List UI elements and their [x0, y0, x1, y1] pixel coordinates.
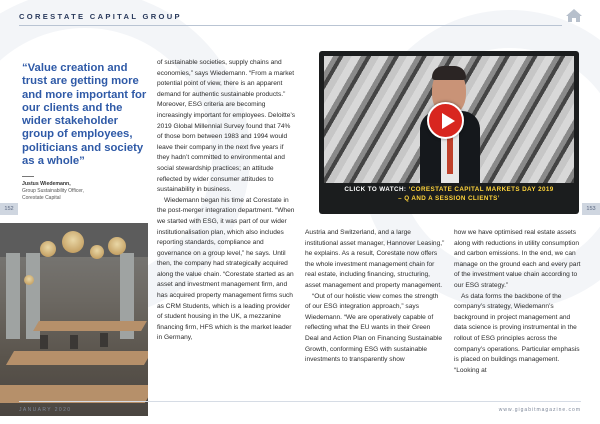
office-photo	[0, 223, 148, 416]
article-column-1	[157, 58, 297, 344]
video-title-line-2[interactable]: – Q AND A SESSION CLIENTS’	[398, 194, 500, 202]
article-column-2	[305, 228, 445, 366]
play-icon[interactable]	[427, 102, 464, 139]
role-line-2: Corestate Capital	[22, 194, 61, 201]
footer-website-link[interactable]: www.gigabitmagazine.com	[498, 407, 581, 413]
article-column-3	[454, 228, 584, 376]
header-title: CORESTATE CAPITAL GROUP	[19, 12, 182, 21]
video-player[interactable]	[319, 51, 579, 214]
paragraph: how we have optimised real estate assets along with reductions in utility consumption and carbon emissions. In the end, we can manage on the ground each and every part of the investment value chain according to our ESG strategy.”	[454, 229, 581, 289]
video-caption[interactable]	[324, 186, 574, 203]
quote-divider	[22, 176, 34, 177]
paragraph: Wiedemann began his time at Corestate in the post-merger integration department. “When we started with ESG, it was part of our wider institutionalisation plan, which also includes reporting standards, compliance and governance on a group level,” he says. Until then, the company had strategically acquired along the value chain. “Corestate started as an asset and investment management firm, and has acquired property management firms such as CRM Students, which is a leading provider of student housing in the UK, a mezzanine financing firm, HFS which is the market leader in Germany,	[157, 196, 295, 342]
paragraph: As data forms the backbone of the company’s strategy, Wiedemann’s background in project management and data science is proving instrumental in the rollout of ESG principles across the company’s operations. Particular emphasis is placed on buildings management. “Looking at	[454, 292, 580, 374]
video-cta[interactable]: CLICK TO WATCH:	[344, 186, 407, 193]
footer-divider	[19, 401, 581, 402]
paragraph: of sustainable societies, supply chains and economies,” says Wiedemann. “From a market potential point of view, there is an apparent demand for authentic sustainable products.” Moreover, ESG criteria are becoming increasingly important for employees. Deloitte’s 2019 Global Millennial Survey found that 74% of those born between 1983 and 1994 would leave their company in the next five years if they hadn’t committed to environmental and social stewardship practices; an attitude reflected by wider consumer attitudes to sustainability in business.	[157, 59, 296, 194]
quote-attribution-name: Justus Wiedemann,	[22, 181, 71, 187]
role-line-1: Group Sustainability Officer,	[22, 188, 84, 194]
pull-quote: “Value creation and trust are getting more and more important for our clients and the wider stakeholder group of employees, politicians and society as a whole”	[22, 62, 147, 168]
page-number-right: 153	[582, 203, 600, 215]
footer-date: JANUARY 2020	[19, 407, 72, 413]
paragraph: Austria and Switzerland, and a large institutional asset manager, Hannover Leasing,” he explains. As a result, Corestate now offers the whole investment management chain for real estate, including financing, structuring, asset management and property management.	[305, 229, 445, 289]
video-title-line-1[interactable]: ‘CORESTATE CAPITAL MARKETS DAY 2019	[408, 186, 554, 193]
header-divider	[19, 25, 562, 26]
home-icon[interactable]	[565, 8, 583, 23]
page-number-left: 152	[0, 203, 18, 215]
paragraph: “Out of our holistic view comes the strength of our ESG integration approach,” says Wiedemann. “We are operatively capable of reflecting what the EU wants in their Green Deal and Action Plan on Financing Sustainable Growth, conforming ESG with sustainable investments to transparently show	[305, 292, 443, 364]
quote-attribution-role	[22, 188, 132, 201]
